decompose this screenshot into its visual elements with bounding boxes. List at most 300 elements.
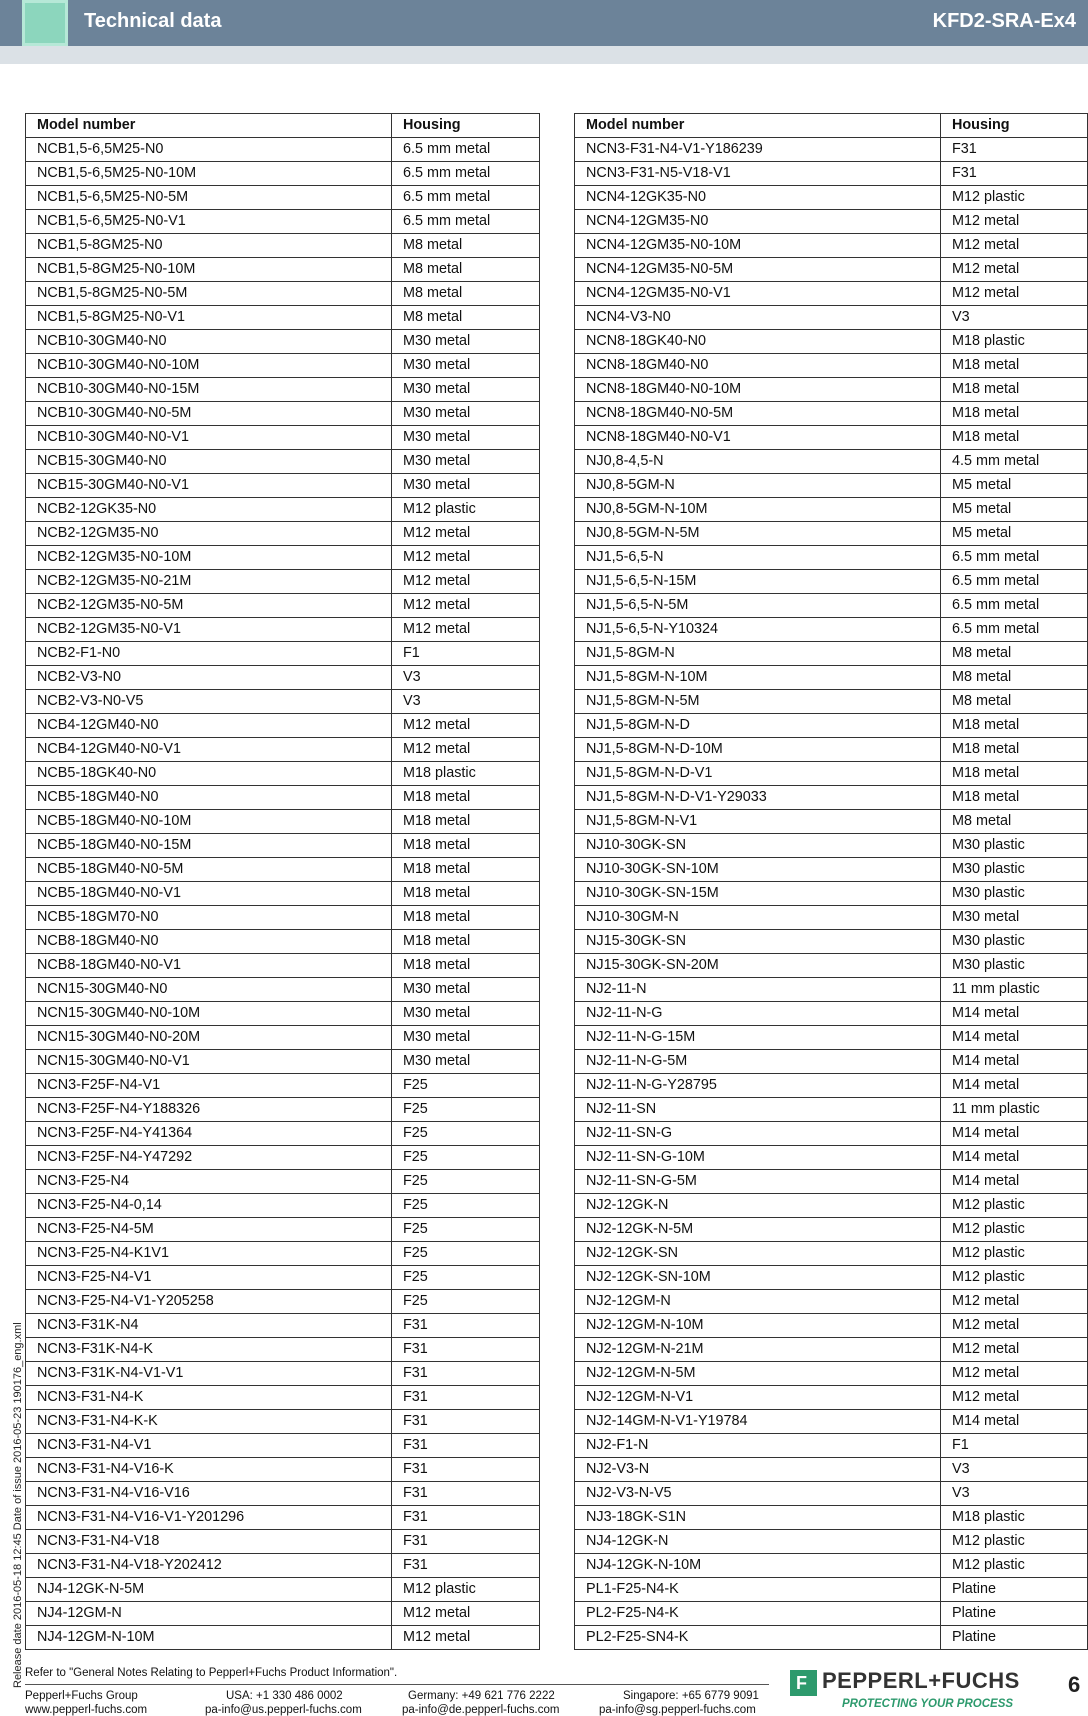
housing-cell: M12 metal xyxy=(941,1338,1088,1362)
model-number-cell: NCN3-F31-N4-V1-Y186239 xyxy=(575,138,941,162)
housing-cell: M8 metal xyxy=(941,690,1088,714)
table-row xyxy=(26,1098,540,1122)
table-row xyxy=(575,330,1088,354)
model-number-cell: NJ1,5-6,5-N xyxy=(575,546,941,570)
model-number-cell: NJ2-11-SN xyxy=(575,1098,941,1122)
model-number-cell: NCN3-F31-N4-V1 xyxy=(26,1434,392,1458)
column-header-housing: Housing xyxy=(392,114,540,138)
table-row xyxy=(575,882,1088,906)
table-row xyxy=(26,1218,540,1242)
housing-cell: 6.5 mm metal xyxy=(941,594,1088,618)
model-number-cell: NJ2-11-SN-G xyxy=(575,1122,941,1146)
table-row xyxy=(26,618,540,642)
model-number-cell: NCN4-V3-N0 xyxy=(575,306,941,330)
model-number-cell: NJ4-12GK-N-5M xyxy=(26,1578,392,1602)
housing-cell: M18 metal xyxy=(941,426,1088,450)
table-row xyxy=(575,570,1088,594)
table-row xyxy=(575,402,1088,426)
housing-cell: M14 metal xyxy=(941,1146,1088,1170)
table-row xyxy=(575,1530,1088,1554)
housing-cell: 6.5 mm metal xyxy=(392,162,540,186)
housing-cell: M12 metal xyxy=(941,258,1088,282)
model-number-cell: NCB1,5-8GM25-N0-10M xyxy=(26,258,392,282)
housing-cell: M8 metal xyxy=(392,234,540,258)
housing-cell: M12 plastic xyxy=(941,1266,1088,1290)
model-number-cell: NJ2-12GM-N-10M xyxy=(575,1314,941,1338)
model-number-cell: NCB5-18GM40-N0-V1 xyxy=(26,882,392,906)
model-number-cell: NCB15-30GM40-N0 xyxy=(26,450,392,474)
housing-cell: M8 metal xyxy=(941,810,1088,834)
housing-cell: M12 metal xyxy=(941,1314,1088,1338)
table-row xyxy=(575,258,1088,282)
model-number-cell: NCB2-12GM35-N0-V1 xyxy=(26,618,392,642)
model-number-cell: NCN8-18GM40-N0-10M xyxy=(575,378,941,402)
housing-cell: 6.5 mm metal xyxy=(941,618,1088,642)
model-number-cell: NCN3-F25F-N4-V1 xyxy=(26,1074,392,1098)
table-row xyxy=(26,282,540,306)
model-number-cell: NCB1,5-8GM25-N0 xyxy=(26,234,392,258)
table-row xyxy=(26,1314,540,1338)
singapore-email[interactable]: pa-info@sg.pepperl-fuchs.com xyxy=(599,1704,756,1716)
table-row xyxy=(26,1626,540,1650)
table-row xyxy=(26,666,540,690)
model-table-left xyxy=(25,113,540,1650)
housing-cell: F31 xyxy=(392,1482,540,1506)
model-number-cell: NJ2-12GM-N xyxy=(575,1290,941,1314)
table-row xyxy=(26,1194,540,1218)
model-number-cell: NCN8-18GM40-N0 xyxy=(575,354,941,378)
model-number-cell: NCN8-18GK40-N0 xyxy=(575,330,941,354)
table-row xyxy=(575,810,1088,834)
table-row xyxy=(26,1458,540,1482)
housing-cell: M30 plastic xyxy=(941,930,1088,954)
table-row xyxy=(26,162,540,186)
table-header-row xyxy=(575,114,1088,138)
housing-cell: M12 plastic xyxy=(392,1578,540,1602)
housing-cell: M30 plastic xyxy=(941,882,1088,906)
model-number-cell: NCB2-12GK35-N0 xyxy=(26,498,392,522)
model-number-cell: NCB2-12GM35-N0-21M xyxy=(26,570,392,594)
table-row xyxy=(26,978,540,1002)
model-number-cell: NJ15-30GK-SN-20M xyxy=(575,954,941,978)
model-number-cell: NCN3-F25-N4-V1 xyxy=(26,1266,392,1290)
table-row xyxy=(26,186,540,210)
table-row xyxy=(575,1170,1088,1194)
release-info: Release date 2016-05-18 12:45 Date of issue 2016-05-23 190176_eng.xml xyxy=(12,1322,24,1688)
model-number-cell: NJ1,5-8GM-N-D-V1 xyxy=(575,762,941,786)
model-number-cell: NCN15-30GM40-N0-10M xyxy=(26,1002,392,1026)
model-number-cell: NCB4-12GM40-N0-V1 xyxy=(26,738,392,762)
table-row xyxy=(26,1482,540,1506)
model-number-cell: NCB1,5-8GM25-N0-V1 xyxy=(26,306,392,330)
housing-cell: M8 metal xyxy=(941,642,1088,666)
table-row xyxy=(26,1290,540,1314)
housing-cell: M18 metal xyxy=(941,786,1088,810)
table-row xyxy=(26,858,540,882)
model-number-cell: NJ15-30GK-SN xyxy=(575,930,941,954)
model-number-cell: NCB1,5-8GM25-N0-5M xyxy=(26,282,392,306)
model-number-cell: NJ1,5-8GM-N-D-10M xyxy=(575,738,941,762)
housing-cell: M18 metal xyxy=(392,810,540,834)
housing-cell: M8 metal xyxy=(392,306,540,330)
table-row xyxy=(26,594,540,618)
housing-cell: V3 xyxy=(941,1458,1088,1482)
housing-cell: M12 plastic xyxy=(941,1194,1088,1218)
table-row xyxy=(26,1266,540,1290)
housing-cell: Platine xyxy=(941,1602,1088,1626)
table-row xyxy=(575,1410,1088,1434)
model-number-cell: NCB4-12GM40-N0 xyxy=(26,714,392,738)
housing-cell: M18 plastic xyxy=(941,330,1088,354)
housing-cell: F1 xyxy=(941,1434,1088,1458)
table-row xyxy=(575,666,1088,690)
company-group: Pepperl+Fuchs Group xyxy=(25,1690,138,1702)
model-number-cell: NJ2-12GK-N-5M xyxy=(575,1218,941,1242)
table-row xyxy=(575,474,1088,498)
housing-cell: F25 xyxy=(392,1218,540,1242)
housing-cell: 6.5 mm metal xyxy=(941,570,1088,594)
model-number-cell: NCN3-F31K-N4 xyxy=(26,1314,392,1338)
table-row xyxy=(575,1290,1088,1314)
model-number-cell: NCN15-30GM40-N0-20M xyxy=(26,1026,392,1050)
table-row xyxy=(575,306,1088,330)
table-row xyxy=(26,1338,540,1362)
housing-cell: F31 xyxy=(941,138,1088,162)
table-row xyxy=(26,786,540,810)
table-row xyxy=(575,1626,1088,1650)
housing-cell: F25 xyxy=(392,1122,540,1146)
housing-cell: M14 metal xyxy=(941,1122,1088,1146)
model-number-cell: NJ2-12GM-N-V1 xyxy=(575,1386,941,1410)
table-row xyxy=(575,1458,1088,1482)
model-number-cell: NCN3-F31-N4-V16-K xyxy=(26,1458,392,1482)
model-number-cell: NCN3-F31-N4-V18-Y202412 xyxy=(26,1554,392,1578)
table-row xyxy=(26,1578,540,1602)
housing-cell: M12 metal xyxy=(392,570,540,594)
model-number-cell: NCB10-30GM40-N0-15M xyxy=(26,378,392,402)
model-number-cell: NCN3-F25F-N4-Y47292 xyxy=(26,1146,392,1170)
model-number-cell: NJ2-11-N-G-5M xyxy=(575,1050,941,1074)
table-row xyxy=(26,882,540,906)
model-table-right xyxy=(574,113,1088,1650)
housing-cell: M12 metal xyxy=(941,1362,1088,1386)
model-number-cell: NCB1,5-6,5M25-N0-10M xyxy=(26,162,392,186)
table-row xyxy=(575,1362,1088,1386)
housing-cell: M18 plastic xyxy=(941,1506,1088,1530)
housing-cell: 6.5 mm metal xyxy=(392,138,540,162)
usa-email[interactable]: pa-info@us.pepperl-fuchs.com xyxy=(205,1704,362,1716)
housing-cell: M18 plastic xyxy=(392,762,540,786)
housing-cell: F31 xyxy=(392,1554,540,1578)
table-row xyxy=(575,906,1088,930)
column-header-housing: Housing xyxy=(941,114,1088,138)
housing-cell: M18 metal xyxy=(392,930,540,954)
table-row xyxy=(575,1098,1088,1122)
model-number-cell: NJ2-11-N-G xyxy=(575,1002,941,1026)
model-number-cell: NCB2-V3-N0-V5 xyxy=(26,690,392,714)
table-row xyxy=(26,1602,540,1626)
model-number-cell: NJ2-12GK-N xyxy=(575,1194,941,1218)
table-row xyxy=(575,1146,1088,1170)
housing-cell: M30 plastic xyxy=(941,954,1088,978)
model-number-cell: NCB2-12GM35-N0-10M xyxy=(26,546,392,570)
brand-name: PEPPERL+FUCHS xyxy=(822,1668,1020,1693)
model-number-cell: NJ10-30GK-SN-15M xyxy=(575,882,941,906)
housing-cell: F25 xyxy=(392,1146,540,1170)
model-number-cell: NJ1,5-6,5-N-15M xyxy=(575,570,941,594)
model-number-cell: NCN8-18GM40-N0-V1 xyxy=(575,426,941,450)
model-number-cell: NCB2-12GM35-N0-5M xyxy=(26,594,392,618)
model-number-cell: NCB5-18GM40-N0-10M xyxy=(26,810,392,834)
housing-cell: M18 metal xyxy=(392,954,540,978)
table-row xyxy=(26,522,540,546)
housing-cell: M8 metal xyxy=(392,258,540,282)
product-model: KFD2-SRA-Ex4 xyxy=(932,10,1076,32)
housing-cell: M5 metal xyxy=(941,498,1088,522)
model-number-cell: NJ0,8-5GM-N-5M xyxy=(575,522,941,546)
housing-cell: M12 metal xyxy=(392,522,540,546)
model-number-cell: NJ4-12GM-N-10M xyxy=(26,1626,392,1650)
housing-cell: 6.5 mm metal xyxy=(392,210,540,234)
model-number-cell: NCB5-18GK40-N0 xyxy=(26,762,392,786)
housing-cell: M18 metal xyxy=(941,762,1088,786)
housing-cell: M30 metal xyxy=(392,450,540,474)
housing-cell: M18 metal xyxy=(392,882,540,906)
table-row xyxy=(575,594,1088,618)
model-number-cell: NJ1,5-6,5-N-5M xyxy=(575,594,941,618)
model-number-cell: NCN3-F25-N4 xyxy=(26,1170,392,1194)
table-row xyxy=(26,498,540,522)
housing-cell: M18 metal xyxy=(941,378,1088,402)
housing-cell: M12 plastic xyxy=(941,1554,1088,1578)
table-row xyxy=(575,1266,1088,1290)
singapore-phone: Singapore: +65 6779 9091 xyxy=(623,1690,759,1702)
housing-cell: M12 metal xyxy=(941,210,1088,234)
table-row xyxy=(575,210,1088,234)
table-row xyxy=(26,1410,540,1434)
model-number-cell: NJ1,5-8GM-N xyxy=(575,642,941,666)
model-number-cell: NCB10-30GM40-N0-V1 xyxy=(26,426,392,450)
housing-cell: M30 metal xyxy=(392,426,540,450)
housing-cell: M30 metal xyxy=(392,330,540,354)
housing-cell: F31 xyxy=(392,1530,540,1554)
model-number-cell: NCN3-F31-N4-K-K xyxy=(26,1410,392,1434)
table-row xyxy=(575,930,1088,954)
table-row xyxy=(575,954,1088,978)
model-number-cell: NCN3-F25F-N4-Y41364 xyxy=(26,1122,392,1146)
table-row xyxy=(575,786,1088,810)
model-number-cell: NJ2-11-N-G-15M xyxy=(575,1026,941,1050)
table-row xyxy=(26,378,540,402)
table-row xyxy=(26,258,540,282)
model-number-cell: NCN4-12GM35-N0-5M xyxy=(575,258,941,282)
model-number-cell: NJ3-18GK-S1N xyxy=(575,1506,941,1530)
table-row xyxy=(26,1122,540,1146)
model-number-cell: NCN3-F31K-N4-K xyxy=(26,1338,392,1362)
housing-cell: F25 xyxy=(392,1098,540,1122)
housing-cell: M12 metal xyxy=(392,594,540,618)
model-number-cell: NCB2-F1-N0 xyxy=(26,642,392,666)
model-number-cell: NJ2-12GK-SN-10M xyxy=(575,1266,941,1290)
header-band xyxy=(0,46,1088,64)
model-number-cell: NCN3-F31-N4-K xyxy=(26,1386,392,1410)
table-row xyxy=(26,1506,540,1530)
table-row xyxy=(26,570,540,594)
housing-cell: V3 xyxy=(941,1482,1088,1506)
brand-tagline: PROTECTING YOUR PROCESS xyxy=(842,1698,1014,1710)
housing-cell: M30 metal xyxy=(392,1026,540,1050)
table-row xyxy=(26,1146,540,1170)
table-row xyxy=(26,930,540,954)
model-number-cell: NJ10-30GK-SN-10M xyxy=(575,858,941,882)
model-number-cell: NCB5-18GM40-N0-5M xyxy=(26,858,392,882)
housing-cell: M30 metal xyxy=(941,906,1088,930)
housing-cell: M18 metal xyxy=(941,738,1088,762)
housing-cell: M30 metal xyxy=(392,1050,540,1074)
table-row xyxy=(575,1602,1088,1626)
model-number-cell: PL1-F25-N4-K xyxy=(575,1578,941,1602)
housing-cell: F31 xyxy=(392,1410,540,1434)
table-row xyxy=(26,450,540,474)
table-row xyxy=(575,618,1088,642)
model-number-cell: NCB15-30GM40-N0-V1 xyxy=(26,474,392,498)
table-row xyxy=(575,1506,1088,1530)
housing-cell: F31 xyxy=(941,162,1088,186)
table-row xyxy=(26,1026,540,1050)
table-row xyxy=(575,1194,1088,1218)
model-number-cell: NCB10-30GM40-N0 xyxy=(26,330,392,354)
housing-cell: F25 xyxy=(392,1074,540,1098)
table-row xyxy=(26,714,540,738)
table-row xyxy=(26,474,540,498)
housing-cell: M14 metal xyxy=(941,1002,1088,1026)
table-row xyxy=(26,762,540,786)
model-number-cell: NJ10-30GM-N xyxy=(575,906,941,930)
column-header-model: Model number xyxy=(575,114,941,138)
table-row xyxy=(26,738,540,762)
germany-email[interactable]: pa-info@de.pepperl-fuchs.com xyxy=(402,1704,560,1716)
housing-cell: M12 metal xyxy=(392,618,540,642)
table-row xyxy=(575,378,1088,402)
model-number-cell: NJ0,8-5GM-N xyxy=(575,474,941,498)
table-row xyxy=(575,1002,1088,1026)
model-number-cell: NCN15-30GM40-N0-V1 xyxy=(26,1050,392,1074)
model-number-cell: PL2-F25-N4-K xyxy=(575,1602,941,1626)
table-row xyxy=(575,714,1088,738)
housing-cell: Platine xyxy=(941,1626,1088,1650)
header-square-icon xyxy=(22,0,68,46)
table-row xyxy=(26,210,540,234)
table-row xyxy=(575,690,1088,714)
table-row xyxy=(575,234,1088,258)
table-row xyxy=(26,138,540,162)
model-number-cell: NJ2-12GK-SN xyxy=(575,1242,941,1266)
housing-cell: M12 metal xyxy=(392,738,540,762)
housing-cell: F1 xyxy=(392,642,540,666)
model-number-cell: NJ1,5-6,5-N-Y10324 xyxy=(575,618,941,642)
table-row xyxy=(575,1578,1088,1602)
housing-cell: M18 metal xyxy=(941,354,1088,378)
table-row xyxy=(26,1362,540,1386)
model-number-cell: NCB1,5-6,5M25-N0-5M xyxy=(26,186,392,210)
model-number-cell: NJ2-11-N-G-Y28795 xyxy=(575,1074,941,1098)
table-row xyxy=(26,402,540,426)
company-website[interactable]: www.pepperl-fuchs.com xyxy=(25,1704,148,1716)
table-row xyxy=(26,906,540,930)
model-number-cell: NJ4-12GK-N-10M xyxy=(575,1554,941,1578)
housing-cell: M12 metal xyxy=(941,282,1088,306)
model-number-cell: NCB8-18GM40-N0-V1 xyxy=(26,954,392,978)
table-row xyxy=(575,834,1088,858)
housing-cell: M14 metal xyxy=(941,1170,1088,1194)
table-row xyxy=(575,642,1088,666)
housing-cell: F25 xyxy=(392,1290,540,1314)
housing-cell: F31 xyxy=(392,1314,540,1338)
table-row xyxy=(575,1338,1088,1362)
housing-cell: F31 xyxy=(392,1506,540,1530)
model-number-cell: NCB1,5-6,5M25-N0-V1 xyxy=(26,210,392,234)
housing-cell: M30 metal xyxy=(392,378,540,402)
model-number-cell: NCN4-12GM35-N0-10M xyxy=(575,234,941,258)
model-number-cell: NJ2-F1-N xyxy=(575,1434,941,1458)
model-number-cell: NJ1,5-8GM-N-5M xyxy=(575,690,941,714)
model-number-cell: NJ2-11-SN-G-10M xyxy=(575,1146,941,1170)
page-number: 6 xyxy=(1068,1672,1081,1697)
model-number-cell: PL2-F25-SN4-K xyxy=(575,1626,941,1650)
table-row xyxy=(575,1122,1088,1146)
table-row xyxy=(575,762,1088,786)
table-row xyxy=(575,498,1088,522)
column-header-model: Model number xyxy=(26,114,392,138)
table-row xyxy=(26,1434,540,1458)
table-row xyxy=(26,642,540,666)
housing-cell: M12 plastic xyxy=(941,1218,1088,1242)
housing-cell: M8 metal xyxy=(941,666,1088,690)
table-row xyxy=(26,834,540,858)
housing-cell: M30 metal xyxy=(392,354,540,378)
housing-cell: F25 xyxy=(392,1170,540,1194)
table-row xyxy=(575,1074,1088,1098)
housing-cell: M14 metal xyxy=(941,1026,1088,1050)
table-row xyxy=(575,1026,1088,1050)
housing-cell: F31 xyxy=(392,1386,540,1410)
table-row xyxy=(575,450,1088,474)
housing-cell: 6.5 mm metal xyxy=(941,546,1088,570)
model-number-cell: NCN4-12GK35-N0 xyxy=(575,186,941,210)
model-number-cell: NJ1,5-8GM-N-V1 xyxy=(575,810,941,834)
table-row xyxy=(26,306,540,330)
housing-cell: M12 plastic xyxy=(392,498,540,522)
housing-cell: F31 xyxy=(392,1362,540,1386)
page-title: Technical data xyxy=(84,10,222,32)
model-number-cell: NCN4-12GM35-N0-V1 xyxy=(575,282,941,306)
table-row xyxy=(26,1530,540,1554)
housing-cell: M5 metal xyxy=(941,522,1088,546)
housing-cell: M14 metal xyxy=(941,1410,1088,1434)
housing-cell: M30 plastic xyxy=(941,858,1088,882)
table-row xyxy=(26,810,540,834)
table-row xyxy=(26,1386,540,1410)
housing-cell: M14 metal xyxy=(941,1050,1088,1074)
table-row xyxy=(575,858,1088,882)
table-row xyxy=(575,1554,1088,1578)
housing-cell: F31 xyxy=(392,1458,540,1482)
pepperl-fuchs-logo-icon xyxy=(790,1670,817,1696)
table-row xyxy=(26,1170,540,1194)
housing-cell: M30 metal xyxy=(392,474,540,498)
table-row xyxy=(26,1554,540,1578)
housing-cell: 4.5 mm metal xyxy=(941,450,1088,474)
